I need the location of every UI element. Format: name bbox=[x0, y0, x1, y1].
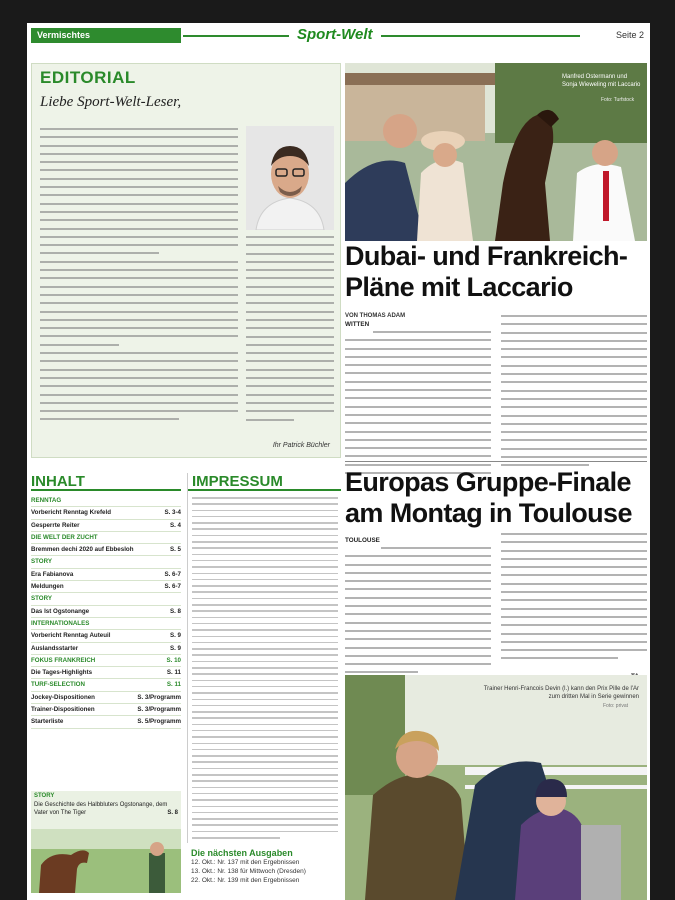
toc-list bbox=[31, 495, 181, 729]
impressum-box bbox=[187, 473, 341, 843]
toc-item-label: Vorbericht Renntag Auteuil bbox=[31, 632, 111, 640]
toc-item-label: STORY bbox=[31, 595, 52, 603]
toc-item-label: Era Fabianova bbox=[31, 570, 74, 578]
next-issue-row: 12. Okt.: Nr. 137 mit den Ergebnissen bbox=[191, 859, 300, 866]
next-issue-row: 13. Okt.: Nr. 138 für Mittwoch (Dresden) bbox=[191, 868, 306, 875]
toc-item bbox=[31, 593, 181, 605]
toc-item-label: Bremmen dechi 2020 auf Ebbesloh bbox=[31, 546, 134, 554]
article1-dateline: WITTEN bbox=[345, 321, 370, 328]
toc-item bbox=[31, 532, 181, 544]
impressum-title: IMPRESSUM bbox=[188, 473, 341, 491]
laccario-photo bbox=[345, 63, 647, 241]
toulouse-photo bbox=[345, 675, 647, 900]
toc-item-label: Gesperrte Reiter bbox=[31, 521, 80, 529]
story-label: STORY bbox=[34, 793, 55, 799]
page-header bbox=[27, 23, 650, 49]
toc-item bbox=[31, 581, 181, 593]
toc-item-label: Die Tages-Highlights bbox=[31, 669, 93, 677]
editorial-title: EDITORIAL bbox=[40, 68, 136, 87]
toc-item bbox=[31, 704, 181, 716]
toc-item-label: INTERNATIONALES bbox=[31, 619, 90, 627]
story-teaser bbox=[31, 791, 181, 893]
page-number: Seite 2 bbox=[615, 30, 644, 40]
toc-item-page: S. 5 bbox=[169, 546, 181, 554]
toc-item bbox=[31, 495, 181, 507]
toc-item-label: FOKUS FRANKREICH bbox=[31, 656, 96, 664]
toc-item-label: Vorbericht Renntag Krefeld bbox=[31, 509, 111, 517]
sport-welt-logo: Sport-Welt bbox=[289, 26, 381, 43]
toc-item-label: RENNTAG bbox=[31, 497, 62, 504]
toc-item-page: S. 8 bbox=[169, 607, 181, 615]
toc-item-label: TURF-SELECTION bbox=[31, 681, 85, 689]
toc-item bbox=[31, 606, 181, 618]
article2-dateline: TOULOUSE bbox=[345, 537, 380, 544]
toc-item bbox=[31, 667, 181, 679]
toc-item-label: DIE WELT DER ZUCHT bbox=[31, 533, 98, 541]
story-page: S. 8 bbox=[167, 810, 178, 816]
section-label: Vermischtes bbox=[31, 28, 181, 43]
author-portrait bbox=[246, 126, 334, 230]
photo1-credit: Foto: Turfstock bbox=[601, 97, 635, 103]
toc-item-label: Trainer-Dispositionen bbox=[31, 706, 95, 714]
toc-item bbox=[31, 716, 181, 728]
toc-item-page: S. 6-7 bbox=[164, 583, 181, 591]
toc-title: INHALT bbox=[31, 473, 181, 491]
editorial-box bbox=[31, 63, 341, 458]
toc-item-label: STORY bbox=[31, 558, 52, 566]
toc-item-page: S. 11 bbox=[166, 669, 181, 677]
newspaper-page bbox=[27, 23, 650, 900]
toc-item-page: S. 3/Programm bbox=[137, 706, 181, 714]
photo2-credit: Foto: privat bbox=[603, 703, 629, 709]
toc-item bbox=[31, 679, 181, 691]
toc-item-label: Meldungen bbox=[31, 583, 64, 591]
header-rule bbox=[183, 35, 580, 37]
toc-item bbox=[31, 520, 181, 532]
toc-item-page: S. 4 bbox=[169, 521, 181, 529]
toc-item-label: Das Ist Ogstonange bbox=[31, 607, 90, 615]
photo1-caption: Manfred Ostermann und Sonja Wieweling mit Laccario bbox=[562, 74, 641, 88]
article2-headline: Europas Gruppe-Finale am Montag in Toulouse bbox=[345, 467, 632, 528]
story-photo bbox=[31, 829, 181, 893]
editorial-text-right bbox=[246, 236, 334, 427]
article1-headline: Dubai- und Frankreich-Pläne mit Laccario bbox=[345, 241, 628, 302]
toc-item bbox=[31, 556, 181, 568]
toc-item-label: Jockey-Dispositionen bbox=[31, 693, 95, 701]
next-issues-box bbox=[187, 848, 341, 900]
article-separator bbox=[345, 461, 647, 462]
photo2-caption: Trainer Henri-Francois Devin (l.) kann den Prix Pille de l'Ar zum dritten Mal in Serie gewinnen bbox=[483, 686, 639, 700]
impressum-text bbox=[192, 497, 338, 843]
toc-item bbox=[31, 692, 181, 704]
toc-item bbox=[31, 569, 181, 581]
toc-item-label: Auslandsstarter bbox=[31, 644, 79, 652]
toc-item-page: S. 9 bbox=[169, 644, 181, 652]
editorial-signature: Ihr Patrick Büchler bbox=[272, 442, 330, 449]
article1-byline: VON THOMAS ADAM bbox=[345, 313, 406, 319]
toc-item bbox=[31, 655, 181, 667]
toc-item bbox=[31, 507, 181, 519]
toc-item bbox=[31, 544, 181, 556]
toc-item bbox=[31, 643, 181, 655]
toc-item-page: S. 3-4 bbox=[164, 509, 181, 517]
editorial-salutation: Liebe Sport-Welt-Leser, bbox=[40, 94, 182, 110]
next-issues-title: Die nächsten Ausgaben bbox=[191, 848, 293, 858]
table-of-contents bbox=[31, 473, 181, 893]
toc-item-page: S. 5/Programm bbox=[137, 718, 181, 726]
story-text: Die Geschichte des Halbbluters Ogstonange, dem Vater von The Tiger S. 8 bbox=[34, 802, 178, 816]
toc-item-page: S. 3/Programm bbox=[137, 693, 181, 701]
toc-item-label: Starterliste bbox=[31, 718, 64, 726]
toc-item-page: S. 11 bbox=[166, 681, 181, 689]
toc-item-page: S. 6-7 bbox=[164, 570, 181, 578]
toc-item bbox=[31, 618, 181, 630]
toc-item-page: S. 9 bbox=[169, 632, 181, 640]
toc-item bbox=[31, 630, 181, 642]
editorial-text-left bbox=[40, 128, 238, 427]
next-issue-row: 22. Okt.: Nr. 139 mit den Ergebnissen bbox=[191, 877, 300, 884]
toc-item-page: S. 10 bbox=[166, 656, 181, 664]
